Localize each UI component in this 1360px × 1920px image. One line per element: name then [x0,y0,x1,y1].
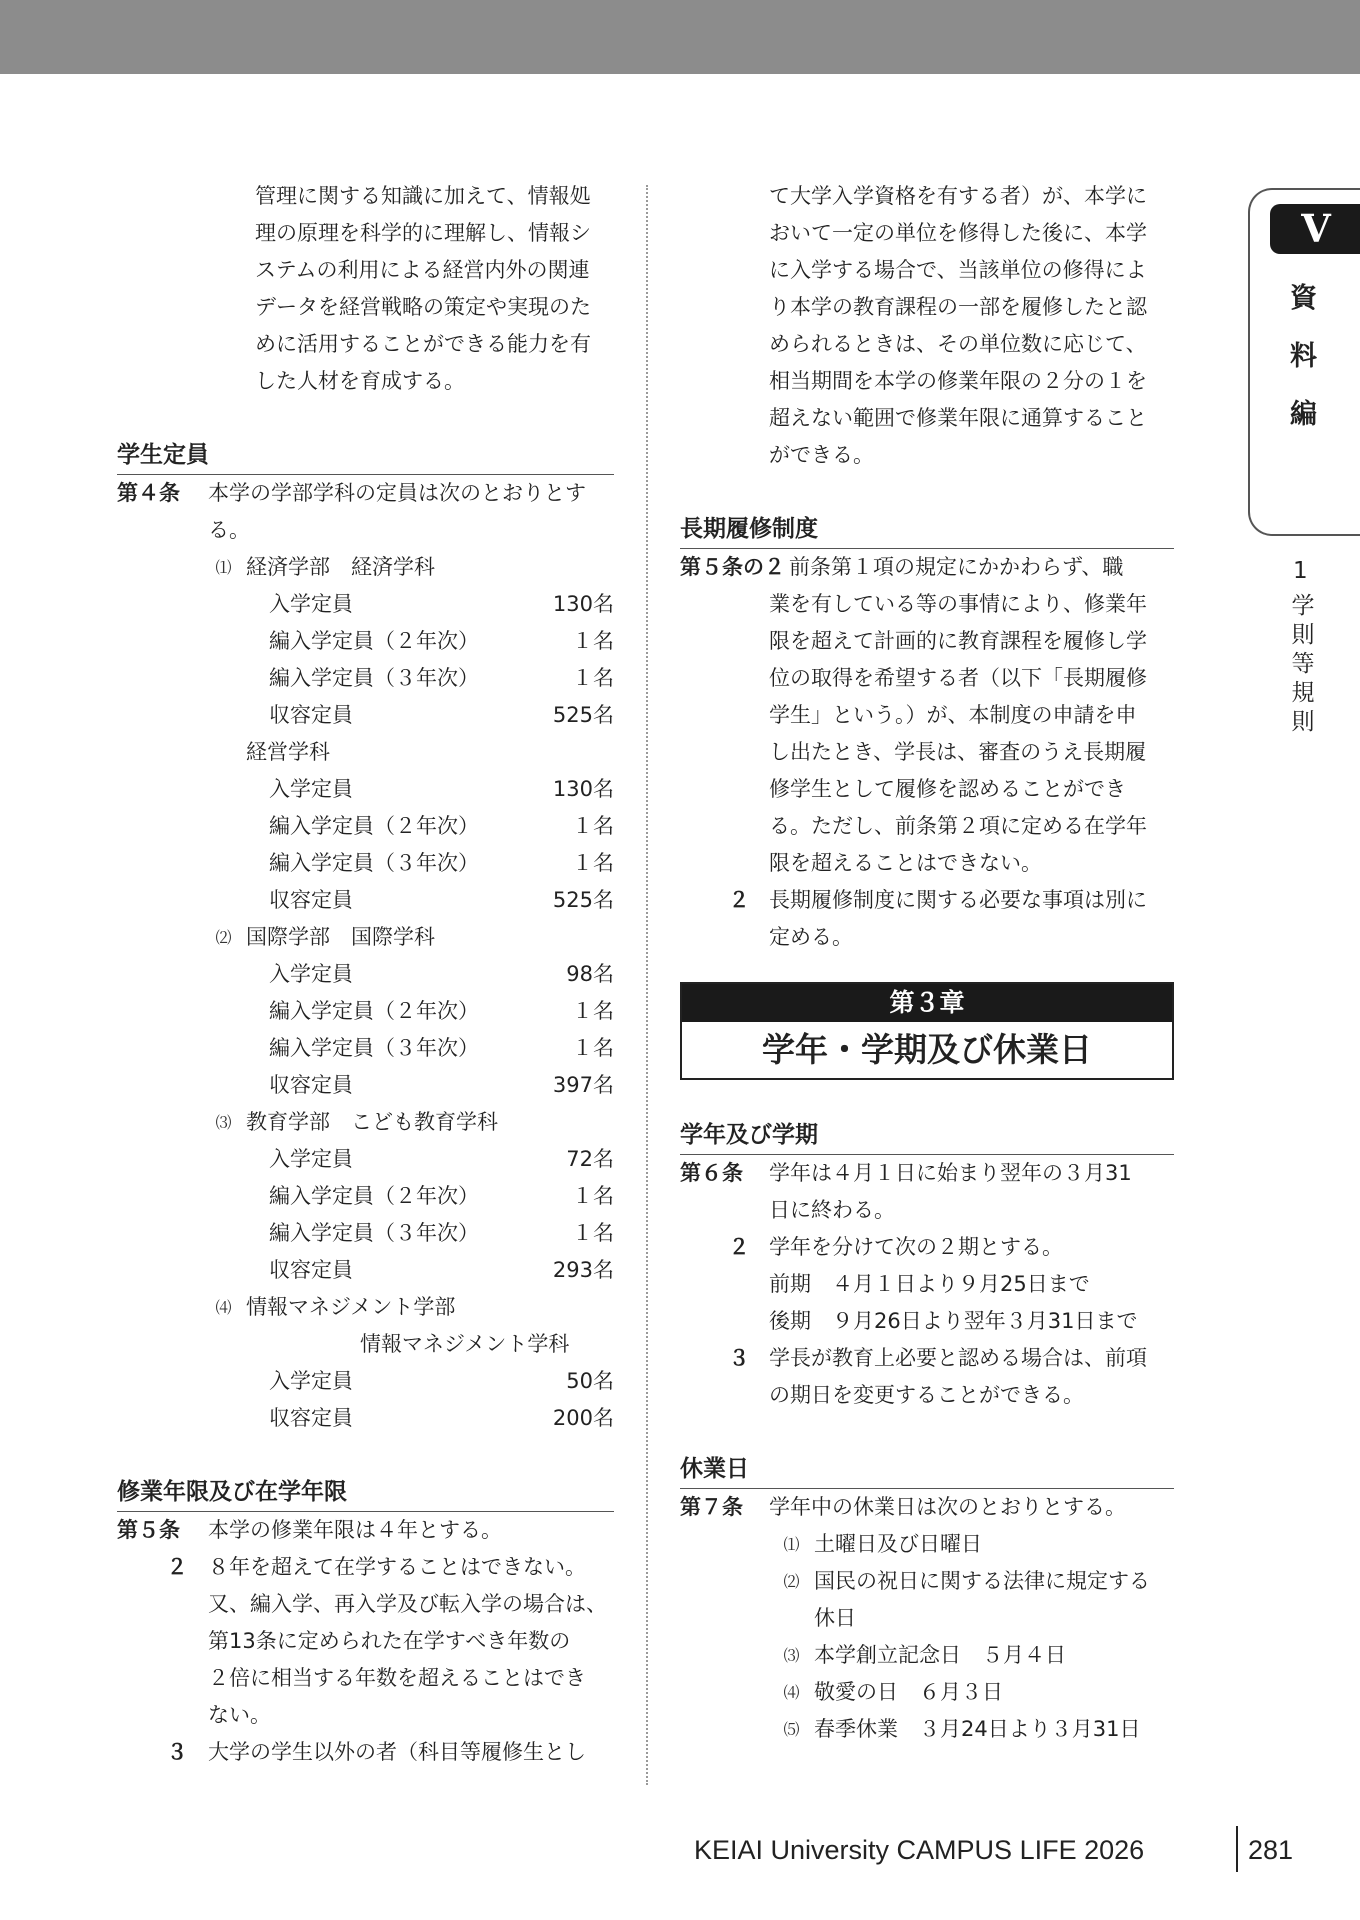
item-mark: ⑵ [215,928,232,947]
article-text: し出たとき、学長は、審査のうえ長期履 [769,740,1147,764]
paragraph-text: 定める。 [769,925,853,949]
text-line: めに活用することができる能力を有 [255,332,591,356]
text-line: 理の原理を科学的に理解し、情報シ [255,221,591,245]
text-line: 相当期間を本学の修業年限の２分の１を [769,369,1147,393]
text-line: した人材を育成する。 [255,369,465,393]
footer-title: KEIAI University CAMPUS LIFE 2026 [694,1835,1145,1865]
quota-row: 編入学定員（３年次） １名 [269,1221,614,1245]
text-line: り本学の教育課程の一部を履修したと認 [769,295,1147,319]
article-label: 第６条 [680,1161,743,1185]
article-text: 学年は４月１日に始まり翌年の３月31 [769,1161,1132,1185]
article-text: 前条第１項の規定にかかわらず、職 [789,555,1124,579]
quota-row: 収容定員 525名 [269,703,614,727]
quota-row: 入学定員 130名 [269,592,614,616]
holiday-text: 休日 [814,1606,856,1630]
term-line: 前期 ４月１日より９月25日まで [769,1272,1090,1296]
footer-separator [1236,1826,1238,1872]
paragraph-text: 又、編入学、再入学及び転入学の場合は、 [208,1592,607,1616]
quota-row: 編入学定員（２年次） １名 [269,999,614,1023]
section-tab[interactable] [1248,188,1360,536]
article-text: 修学生として履修を認めることができ [769,777,1126,801]
item-mark: ⑷ [783,1683,800,1702]
item-mark: ⑶ [783,1646,800,1665]
paragraph-text: の期日を変更することができる。 [769,1383,1084,1407]
quota-row: 編入学定員（２年次） １名 [269,814,614,838]
faculty-title: 国際学部 国際学科 [246,925,435,949]
article-text: 本学の修業年限は４年とする。 [208,1518,502,1542]
paragraph-text: 大学の学生以外の者（科目等履修生とし [208,1740,586,1764]
quota-row: 収容定員 200名 [269,1406,614,1430]
paragraph-number: ２ [166,1555,188,1579]
department-title: 経営学科 [246,740,330,764]
roman-numeral-badge: V [1270,204,1360,254]
chapter-number: 第３章 [682,984,1172,1022]
tab-char: 料 [1290,341,1317,372]
article-text: る。 [208,518,250,542]
item-mark: ⑴ [783,1535,800,1554]
article-text: 業を有している等の事情により、修業年 [769,592,1147,616]
text-line: ができる。 [769,443,874,467]
paragraph-text: 長期履修制度に関する必要な事項は別に [769,888,1147,912]
side-index-label: 学 則 等 規 則 [1291,593,1315,735]
quota-row: 収容定員 525名 [269,888,614,912]
item-mark: ⑴ [215,558,232,577]
faculty-title: 経済学部 経済学科 [246,555,435,579]
item-mark: ⑶ [215,1113,232,1132]
quota-row: 入学定員 130名 [269,777,614,801]
right-column [680,178,1174,1748]
text-line: ステムの利用による経営内外の関連 [255,258,590,282]
article-label: 第５条 [117,1518,180,1542]
quota-row: 収容定員 397名 [269,1073,614,1097]
paragraph-text: 第13条に定められた在学すべき年数の [208,1629,571,1653]
side-index-number: 1 [1293,558,1308,584]
item-mark: ⑵ [783,1572,800,1591]
quota-row: 入学定員 72名 [269,1147,614,1171]
term-line: 後期 ９月26日より翌年３月31日まで [769,1309,1138,1333]
paragraph-text: 学長が教育上必要と認める場合は、前項 [769,1346,1147,1370]
article-text: 本学の学部学科の定員は次のとおりとす [208,481,586,505]
section-heading-long-term: 長期履修制度 [680,511,1174,549]
paragraph-number: ２ [728,888,750,912]
article-text: 学生」という。）が、本制度の申請を申 [769,703,1137,727]
article-text: 限を超えることはできない。 [769,851,1042,875]
holiday-text: 土曜日及び日曜日 [814,1532,982,1556]
paragraph-text: ８年を超えて在学することはできない。 [208,1555,586,1579]
paragraph-text: ない。 [208,1703,271,1727]
article-label: 第４条 [117,481,180,505]
quota-row: 収容定員 293名 [269,1258,614,1282]
item-mark: ⑸ [783,1720,800,1739]
quota-row: 入学定員 98名 [269,962,614,986]
quota-row: 入学定員 50名 [269,1369,614,1393]
text-line: おいて一定の単位を修得した後に、本学 [769,221,1147,245]
article-text: る。ただし、前条第２項に定める在学年 [769,814,1147,838]
section-heading-term: 修業年限及び在学年限 [117,1474,614,1512]
page-number: 281 [1248,1835,1294,1865]
faculty-title: 情報マネジメント学部 [246,1295,456,1319]
chapter-banner [680,982,1174,1080]
quota-row: 編入学定員（２年次） １名 [269,1184,614,1208]
left-column [117,178,614,1771]
top-banner [0,0,1360,74]
tab-char: 資 [1290,283,1317,314]
quota-row: 編入学定員（３年次） １名 [269,666,614,690]
text-line: 管理に関する知識に加えて、情報処 [255,184,591,208]
article-label: 第５条の２ [680,555,785,579]
section-heading-enrollment: 学生定員 [117,437,614,475]
text-line: データを経営戦略の策定や実現のた [255,295,591,319]
paragraph-number: ３ [728,1346,750,1370]
text-line: て大学入学資格を有する者）が、本学に [769,184,1147,208]
paragraph-text: ２倍に相当する年数を超えることはでき [208,1666,586,1690]
paragraph-number: ２ [728,1235,750,1259]
quota-row: 編入学定員（３年次） １名 [269,1036,614,1060]
article-text: 学年中の休業日は次のとおりとする。 [769,1495,1126,1519]
article-text: 位の取得を希望する者（以下「長期履修 [769,666,1147,690]
faculty-title: 教育学部 こども教育学科 [246,1110,498,1134]
text-line: 超えない範囲で修業年限に通算すること [769,406,1147,430]
department-title: 情報マネジメント学科 [360,1332,570,1356]
paragraph-text: 学年を分けて次の２期とする。 [769,1235,1063,1259]
paragraph-number: ３ [166,1740,188,1764]
holiday-text: 敬愛の日 ６月３日 [814,1680,1003,1704]
quota-row: 編入学定員（３年次） １名 [269,851,614,875]
article-label: 第７条 [680,1495,743,1519]
section-heading-academic-year: 学年及び学期 [680,1117,1174,1155]
holiday-text: 国民の祝日に関する法律に規定する [814,1569,1150,1593]
column-divider [646,185,648,1785]
holiday-text: 本学創立記念日 ５月４日 [814,1643,1066,1667]
quota-row: 編入学定員（２年次） １名 [269,629,614,653]
chapter-title: 学年・学期及び休業日 [762,1030,1092,1069]
text-line: に入学する場合で、当該単位の修得によ [769,258,1147,282]
article-text: 日に終わる。 [769,1198,895,1222]
holiday-text: 春季休業 ３月24日より３月31日 [814,1717,1141,1741]
section-heading-holidays: 休業日 [680,1451,1174,1489]
article-text: 限を超えて計画的に教育課程を履修し学 [769,629,1147,653]
item-mark: ⑷ [215,1298,232,1317]
text-line: められるときは、その単位数に応じて、 [769,332,1147,356]
tab-char: 編 [1290,399,1317,430]
